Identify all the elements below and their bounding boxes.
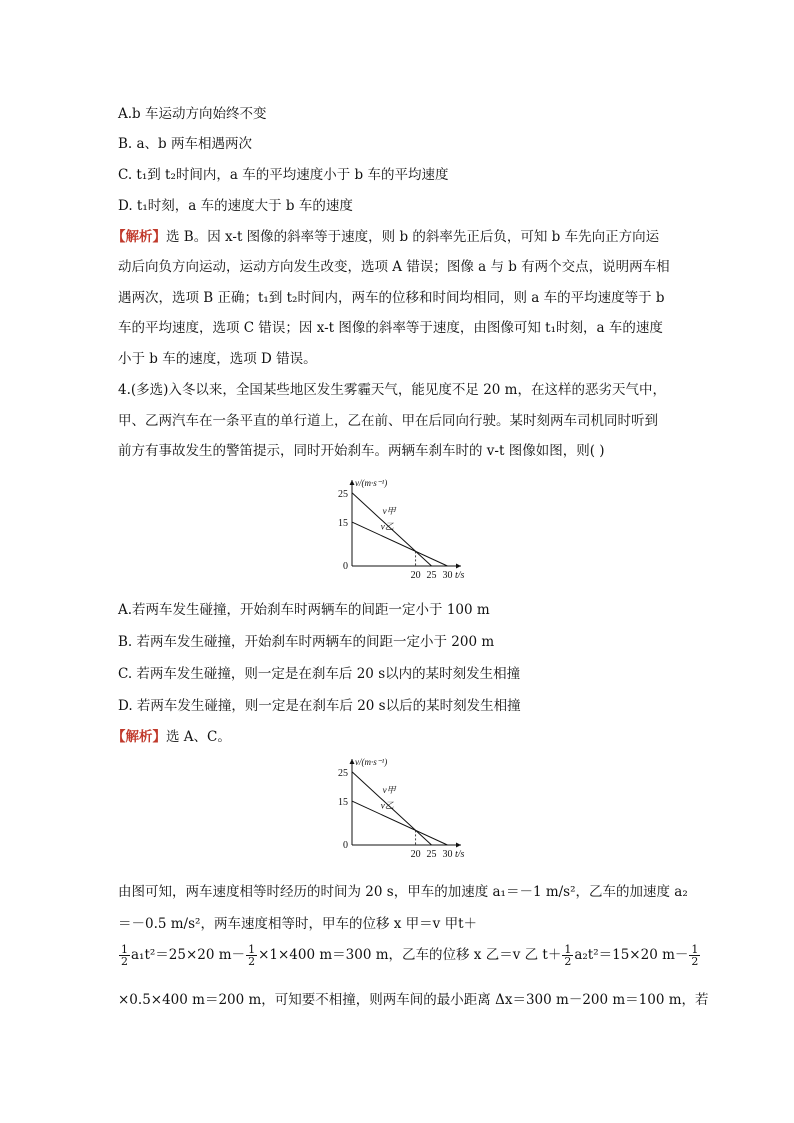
y-tick-label: 15: [338, 518, 348, 530]
fraction-half-2: $\frac{1}{2}$: [248, 943, 256, 968]
fraction-half-1: $\frac{1}{2}$: [121, 943, 128, 968]
q4-analysis-short: 选 A、C。: [166, 729, 231, 745]
q3-option-c: C. t₁到 t₂时间内，a 车的平均速度小于 b 车的平均速度: [118, 167, 449, 183]
y-tick-label: 25: [338, 488, 348, 500]
series-line: [352, 522, 447, 566]
formula-part-c: a₂t²＝15×20 m－: [574, 947, 689, 963]
q4-option-c: C. 若两车发生碰撞，则一定是在刹车后 20 s以内的某时刻发生相撞: [118, 666, 521, 682]
x-axis-label: t/s: [455, 570, 465, 581]
x-tick-label: 25: [426, 849, 437, 860]
q3-analysis-tag: 【解析】: [112, 229, 166, 245]
q4-option-a: A.若两车发生碰撞，开始刹车时两辆车的间距一定小于 100 m: [118, 602, 490, 618]
q3-analysis-text: 选 B。因 x-t 图像的斜率等于速度，则 b 的斜率先正后负，可知 b 车先向正方向运: [166, 229, 660, 245]
q4-stem-line-2: 甲、乙两汽车在一条平直的单行道上，乙在前、甲在后同向行驶。某时刻两车司机同时听到: [118, 413, 658, 429]
q3-option-b: B. a、b 两车相遇两次: [118, 136, 252, 152]
fraction-half-3: $\frac{1}{2}$: [564, 943, 572, 968]
x-axis-label: t/s: [455, 849, 465, 860]
y-axis-label: v/(m·s⁻¹): [355, 757, 388, 767]
series-line: [352, 801, 447, 845]
x-tick-label: 30: [442, 849, 453, 860]
series-label: v乙: [380, 521, 394, 532]
formula-part-b: ×1×400 m＝300 m，乙车的位移 x 乙＝v 乙 t＋: [258, 947, 562, 963]
series-label: v甲: [382, 506, 396, 517]
q4-stem-line-3: 前方有事故发生的警笛提示，同时开始刹车。两辆车刹车时的 v-t 图像如图，则( ): [118, 443, 605, 459]
y-axis-arrow: [350, 480, 355, 485]
x-axis-arrow: [456, 843, 461, 848]
x-tick-label: 20: [410, 570, 421, 581]
q4-stem-line-1: 4.(多选)入冬以来，全国某些地区发生雾霾天气，能见度不足 20 m，在这样的恶劣天气中，: [118, 382, 666, 398]
formula-part-a: a₁t²＝25×20 m－: [131, 947, 246, 963]
q4-analysis-tag: 【解析】: [112, 729, 166, 745]
q3-analysis-line-5: 小于 b 车的速度，选项 D 错误。: [118, 351, 317, 367]
vt-chart-2: [330, 757, 470, 865]
q4-analysis-line: [112, 727, 231, 747]
x-axis-arrow: [456, 564, 461, 569]
y-axis-label: v/(m·s⁻¹): [355, 478, 388, 488]
q3-option-d: D. t₁时刻，a 车的速度大于 b 车的速度: [118, 198, 353, 214]
series-label: v甲: [382, 785, 396, 796]
origin-label: 0: [343, 561, 348, 572]
q4-tail-line-2: ＝－0.5 m/s²，两车速度相等时，甲车的位移 x 甲＝v 甲t＋: [118, 916, 477, 932]
q3-analysis-line-2: 动后向负方向运动，运动方向发生改变，选项 A 错误；图像 a 与 b 有两个交点，说明两车相: [118, 259, 670, 275]
q3-analysis-line-1: [112, 227, 659, 247]
y-tick-label: 15: [338, 797, 348, 809]
x-tick-label: 30: [442, 570, 453, 581]
x-tick-label: 25: [426, 570, 437, 581]
y-axis-arrow: [350, 759, 355, 764]
x-tick-label: 20: [410, 849, 421, 860]
q3-analysis-line-4: 车的平均速度，选项 C 错误；因 x-t 图像的斜率等于速度，由图像可知 t₁时刻，a 车的速度: [118, 320, 663, 336]
q4-option-d: D. 若两车发生碰撞，则一定是在刹车后 20 s以后的某时刻发生相撞: [118, 698, 521, 714]
q4-formula-line: [118, 942, 701, 968]
q4-tail-line-1: 由图可知，两车速度相等时经历的时间为 20 s，甲车的加速度 a₁＝－1 m/s²，乙车的加速度 a₂: [118, 884, 688, 900]
q3-option-a: A.b 车运动方向始终不变: [118, 106, 267, 122]
series-label: v乙: [380, 800, 394, 811]
q4-option-b: B. 若两车发生碰撞，开始刹车时两辆车的间距一定小于 200 m: [118, 634, 495, 650]
q4-last-line: ×0.5×400 m＝200 m，可知要不相撞，则两车间的最小距离 Δx＝300 m－200 m＝100 m，若: [118, 992, 709, 1008]
fraction-half-4: $\frac{1}{2}$: [691, 943, 699, 968]
origin-label: 0: [343, 840, 348, 851]
y-tick-label: 25: [338, 767, 348, 779]
vt-chart-1: [330, 478, 470, 586]
q3-analysis-line-3: 遇两次，选项 B 正确；t₁到 t₂时间内，两车的位移和时间均相同，则 a 车的平均速度等于 b: [118, 290, 665, 306]
